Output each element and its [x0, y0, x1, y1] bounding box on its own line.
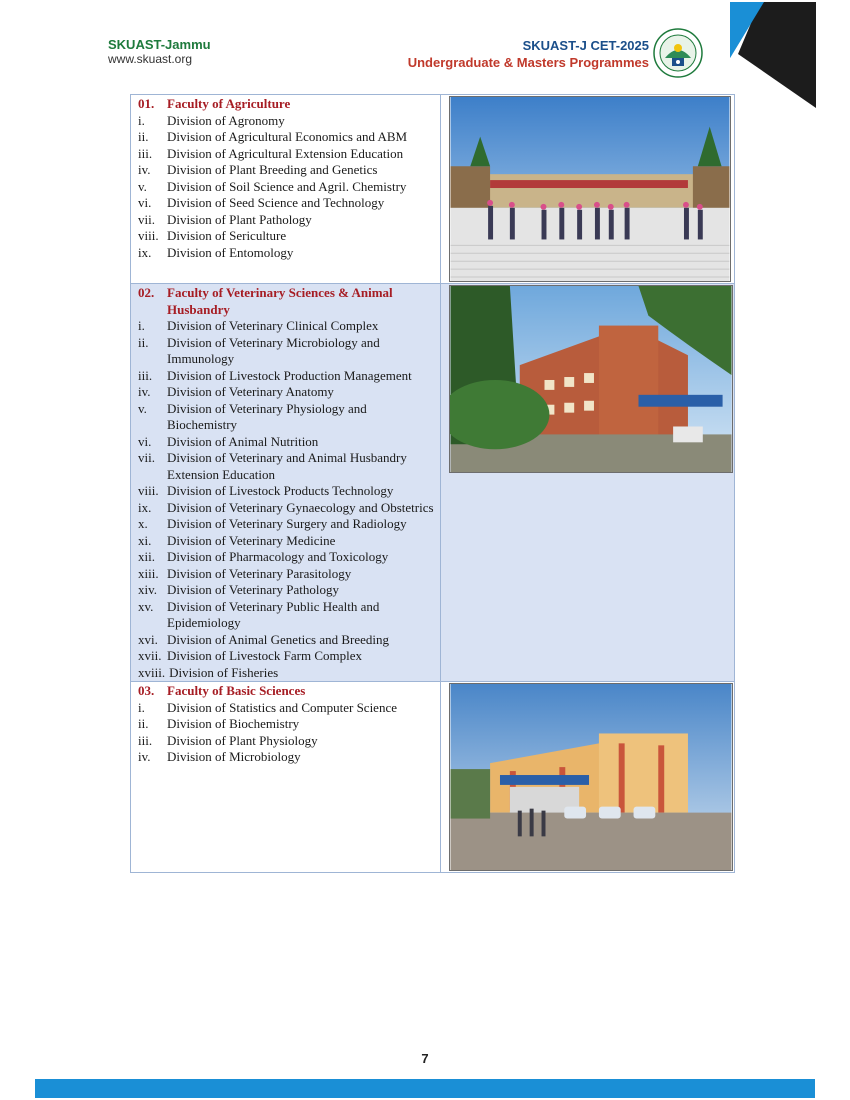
table-row	[131, 682, 735, 873]
table-row	[131, 95, 735, 284]
list-item: iv. Division of Veterinary Anatomy	[138, 384, 334, 399]
photo-cell	[441, 682, 735, 873]
list-item: iv. Division of Plant Breeding and Genetics	[138, 162, 378, 177]
corner-decoration	[730, 2, 816, 108]
list-item: viii. Division of Livestock Products Technology	[138, 483, 394, 498]
list-item: ii. Division of Biochemistry	[138, 716, 300, 731]
list-item: xiv. Division of Veterinary Pathology	[138, 582, 339, 597]
faculty-cell	[131, 284, 441, 682]
list-item: ix. Division of Veterinary Gynaecology and Obstetrics	[138, 499, 434, 515]
list-item: xii. Division of Pharmacology and Toxicology	[138, 549, 389, 564]
page-number: 7	[421, 1051, 429, 1066]
faculty-heading: 02. Faculty of Veterinary Sciences & Animal Husbandry	[138, 285, 393, 317]
list-item: xi. Division of Veterinary Medicine	[138, 532, 336, 548]
list-item: iv. Division of Microbiology	[138, 749, 301, 764]
list-item: ii. Division of Veterinary Microbiology and Immunology	[138, 334, 380, 366]
list-item: iii. Division of Livestock Production Management	[138, 367, 412, 383]
list-item: i. Division of Agronomy	[138, 112, 285, 128]
exam-title: SKUAST-J CET-2025	[522, 38, 649, 53]
list-item: iii. Division of Plant Physiology	[138, 732, 318, 748]
list-item: v. Division of Soil Science and Agril. Chemistry	[138, 178, 407, 194]
list-item: vi. Division of Animal Nutrition	[138, 433, 319, 449]
list-item: ix. Division of Entomology	[138, 244, 294, 260]
photo-cell	[441, 284, 735, 682]
header-left	[108, 37, 211, 66]
list-item: x. Division of Veterinary Surgery and Radiology	[138, 516, 407, 531]
faculty-cell	[131, 95, 441, 284]
list-item: xvii. Division of Livestock Farm Complex	[138, 648, 362, 663]
veterinary-building-photo	[449, 285, 733, 473]
faculty-cell	[131, 682, 441, 873]
list-item: viii. Division of Sericulture	[138, 228, 287, 243]
list-item: xv. Division of Veterinary Public Health and Epidemiology	[138, 598, 380, 630]
faculty-heading: 01. Faculty of Agriculture	[138, 96, 291, 111]
list-item: xiii. Division of Veterinary Parasitology	[138, 565, 352, 581]
university-seal-logo	[653, 28, 703, 78]
website-url[interactable]: www.skuast.org	[108, 52, 193, 66]
table-row	[131, 284, 735, 682]
photo-cell	[441, 95, 735, 284]
list-item: ii. Division of Agricultural Economics and ABM	[138, 129, 408, 144]
faculty-heading: 03. Faculty of Basic Sciences	[138, 683, 306, 698]
list-item: xviii. Division of Fisheries	[138, 664, 279, 680]
programmes-title: Undergraduate & Masters Programmes	[407, 55, 649, 70]
agriculture-campus-photo	[449, 96, 731, 282]
list-item: vi. Division of Seed Science and Technology	[138, 195, 385, 210]
brand-name: SKUAST-Jammu	[108, 37, 211, 52]
list-item: i. Division of Statistics and Computer Science	[138, 699, 397, 715]
list-item: i. Division of Veterinary Clinical Complex	[138, 318, 379, 333]
list-item: iii. Division of Agricultural Extension Education	[138, 145, 404, 161]
faculty-table	[130, 94, 735, 873]
basic-sciences-building-photo	[449, 683, 733, 871]
header-right	[408, 37, 649, 71]
footer-bar	[35, 1079, 815, 1098]
list-item: xvi. Division of Animal Genetics and Breeding	[138, 631, 390, 647]
list-item: vii. Division of Veterinary and Animal Husbandry Extension Education	[138, 450, 407, 482]
list-item: vii. Division of Plant Pathology	[138, 211, 312, 227]
list-item: v. Division of Veterinary Physiology and Biochemistry	[138, 400, 367, 432]
